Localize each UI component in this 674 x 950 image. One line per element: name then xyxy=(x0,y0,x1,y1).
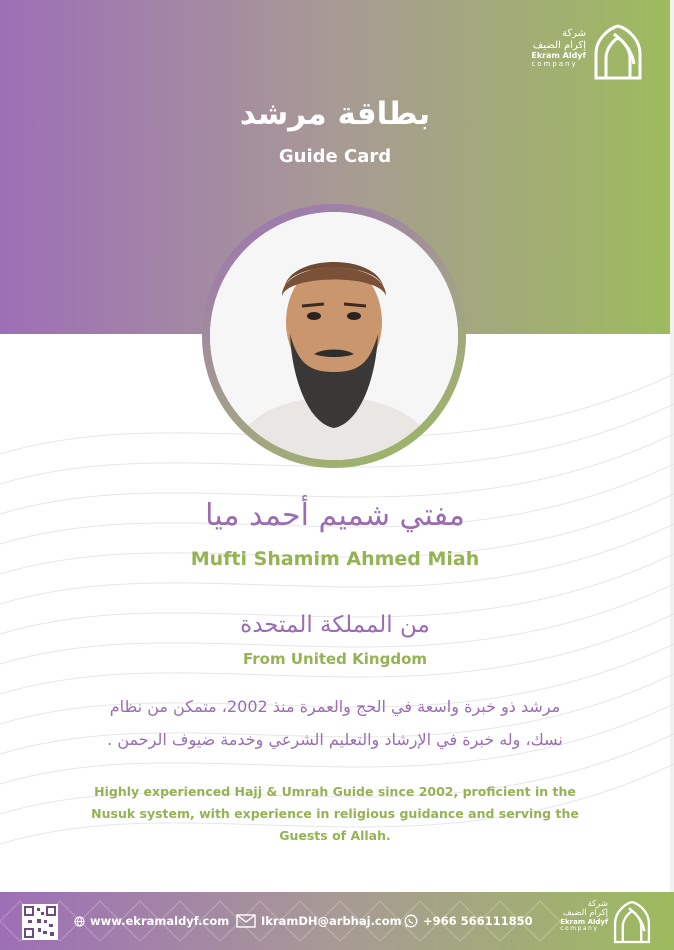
title-arabic: بطاقة مرشد xyxy=(239,96,431,132)
logo-english-sub: company xyxy=(531,60,578,69)
guide-origin-arabic: من المملكة المتحدة xyxy=(240,612,430,638)
guide-description-english: Highly experienced Hajj & Umrah Guide since 2002, proficient in the Nusuk system, with experience in religious guidance and serving the Guests of Allah. xyxy=(91,784,579,843)
title-english: Guide Card xyxy=(278,146,392,167)
email-link[interactable] xyxy=(236,914,402,928)
qr-code-icon[interactable] xyxy=(22,904,58,940)
footer-company-logo xyxy=(542,898,652,946)
footer-arch-logo-icon xyxy=(612,900,652,944)
footer-logo-arabic-line1: شركة xyxy=(587,899,608,909)
guide-name-english: Mufti Shamim Ahmed Miah xyxy=(190,548,480,570)
email-text: IkramDH@arbhaj.com xyxy=(261,914,402,928)
footer-logo-arabic-line2: إكرام الضيف xyxy=(562,908,608,919)
footer-logo-text xyxy=(560,900,608,933)
company-logo xyxy=(494,24,644,82)
logo-arabic-line1: شركة xyxy=(561,28,586,39)
arch-logo-icon xyxy=(592,24,644,80)
phone-link[interactable] xyxy=(404,914,533,928)
globe-icon xyxy=(74,916,85,927)
guide-portrait-illustration xyxy=(210,212,458,460)
logo-english-name: Ekram Aldyf xyxy=(531,51,586,60)
footer-logo-english-sub: company xyxy=(560,925,599,933)
guide-name-arabic: مفتي شميم أحمد ميا xyxy=(205,498,465,533)
whatsapp-icon xyxy=(404,914,418,928)
logo-text xyxy=(531,28,586,68)
mail-icon xyxy=(236,914,256,928)
website-link[interactable] xyxy=(74,914,229,928)
website-text: www.ekramaldyf.com xyxy=(90,914,230,928)
guide-description-arabic: مرشد ذو خبرة واسعة في الحج والعمرة منذ 2002، متمكن من نظام نسك، وله خبرة في الإرشاد والتعليم الشرعي وخدمة ضيوف الرحمن . xyxy=(107,697,563,749)
guide-origin-english: From United Kingdom xyxy=(243,650,427,668)
guide-photo-frame xyxy=(202,204,466,468)
contact-footer xyxy=(0,892,674,950)
phone-text: +966 566111850 xyxy=(423,914,533,928)
logo-arabic-line2: إكرام الضيف xyxy=(532,39,586,51)
guide-photo xyxy=(210,212,458,460)
footer-logo-english-name: Ekram Aldyf xyxy=(560,917,608,926)
